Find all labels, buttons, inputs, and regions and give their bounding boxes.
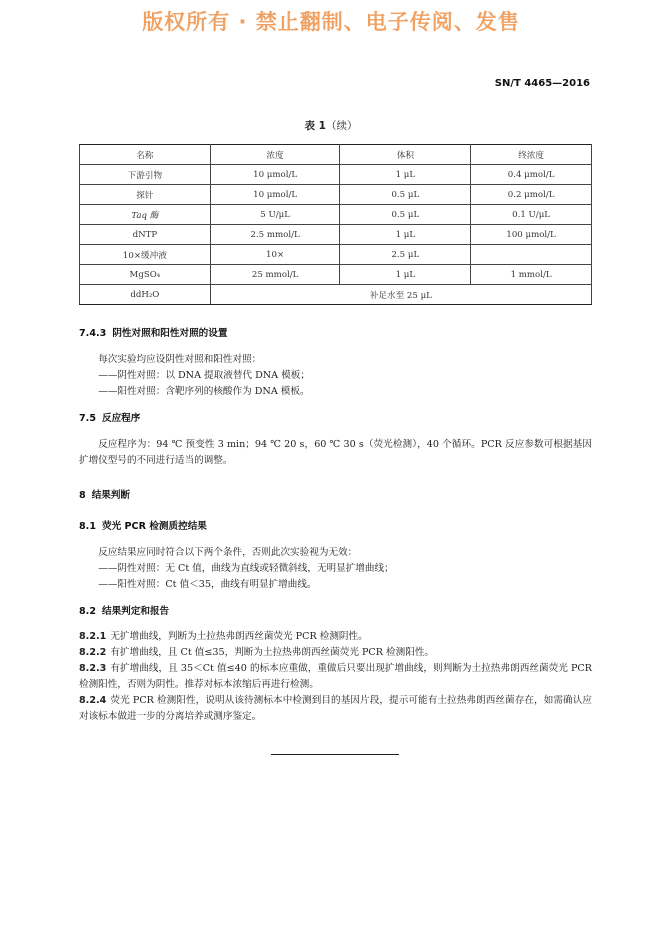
table-cell: 0.5 μL: [340, 185, 471, 205]
table-cell: 25 mmol/L: [210, 265, 340, 285]
table-cell: 2.5 mmol/L: [210, 225, 340, 245]
table-row: [80, 265, 592, 285]
table-title-label: 表 1: [304, 120, 326, 132]
table-row: [80, 225, 592, 245]
table-cell: 1 μL: [340, 225, 471, 245]
table-cell: MgSO₄: [80, 265, 211, 285]
table-cell: 0.2 μmol/L: [471, 185, 592, 205]
section-8: [79, 488, 592, 504]
section-8-2: [79, 604, 592, 620]
section-8-1-body: [79, 545, 592, 593]
clause-number: 8.2.3: [79, 663, 107, 674]
clause-text: 无扩增曲线，判断为土拉热弗朗西丝菌荧光 PCR 检测阴性。: [110, 631, 368, 642]
table-cell: 10×缓冲液: [80, 245, 211, 265]
table-title-suffix: （续）: [325, 120, 358, 132]
table-row: [80, 245, 592, 265]
table-cell: 0.1 U/μL: [471, 205, 592, 225]
section-7-5-body: [79, 437, 592, 469]
end-of-document-line: [271, 754, 399, 755]
paragraph: 反应程序为：94 ℃ 预变性 3 min；94 ℃ 20 s，60 ℃ 30 s（荧光检测），40 个循环。PCR 反应参数可根据基因扩增仪型号的不同进行适当的调整。: [79, 439, 592, 466]
table-cell: 探针: [80, 185, 211, 205]
table-cell: 10 μmol/L: [210, 165, 340, 185]
table-row: [80, 285, 592, 305]
table-row: [80, 205, 592, 225]
table-cell: ddH₂O: [80, 285, 211, 305]
clause-text: 有扩增曲线，且 35＜Ct 值≤40 的标本应重做，重做后只要出现扩增曲线，则判断为土拉热弗朗西丝菌荧光 PCR 检测阳性，否则为阴性。推荐对标本浓缩后再进行检测。: [79, 663, 592, 690]
column-header: 名称: [80, 145, 211, 165]
table-cell: [471, 245, 592, 265]
table-cell-merged: 补足水至 25 μL: [210, 285, 591, 305]
section-8-2-body: [79, 629, 592, 725]
table-title: [0, 118, 662, 133]
section-title: 荧光 PCR 检测质控结果: [102, 521, 207, 532]
column-header: 体积: [340, 145, 471, 165]
section-number: 8.2: [79, 606, 96, 617]
clause-text: 有扩增曲线，且 Ct 值≤35，判断为土拉热弗朗西丝菌荧光 PCR 检测阳性。: [110, 647, 435, 658]
clause: [79, 629, 592, 645]
section-7-5: [79, 411, 592, 427]
taq-name: Taq 酶: [131, 210, 159, 221]
section-number: 7.4.3: [79, 328, 107, 339]
section-title: 反应程序: [102, 413, 141, 424]
section-7-4-3-body: [79, 352, 592, 400]
table-cell: [80, 205, 211, 225]
table-header-row: [80, 145, 592, 165]
table-row: [80, 165, 592, 185]
section-title: 结果判定和报告: [102, 606, 170, 617]
table-cell: 0.5 μL: [340, 205, 471, 225]
section-number: 8: [79, 490, 86, 501]
table-row: [80, 185, 592, 205]
clause-number: 8.2.2: [79, 647, 107, 658]
section-heading: [79, 519, 592, 535]
table-cell: 1 μL: [340, 165, 471, 185]
clause: [79, 645, 592, 661]
table-cell: 2.5 μL: [340, 245, 471, 265]
table-cell: dNTP: [80, 225, 211, 245]
paragraph: 反应结果应同时符合以下两个条件，否则此次实验视为无效：: [98, 547, 358, 558]
table-cell: 1 μL: [340, 265, 471, 285]
clause-number: 8.2.4: [79, 695, 107, 706]
section-8-1: [79, 519, 592, 535]
table-cell: 下游引物: [80, 165, 211, 185]
table-cell: 0.4 μmol/L: [471, 165, 592, 185]
section-title: 阴性对照和阳性对照的设置: [112, 328, 228, 339]
section-heading: [79, 326, 592, 342]
copyright-watermark: 版权所有 · 禁止翻制、电子传阅、发售: [142, 10, 520, 34]
section-number: 7.5: [79, 413, 96, 424]
section-heading: [79, 604, 592, 620]
column-header: 终浓度: [471, 145, 592, 165]
section-heading: [79, 488, 592, 504]
section-number: 8.1: [79, 521, 96, 532]
list-item: ——阳性对照：Ct 值＜35，曲线有明显扩增曲线。: [98, 579, 317, 590]
clause-text: 荧光 PCR 检测阳性，说明从该待测标本中检测到目的基因片段，提示可能有土拉热弗朗西丝菌存在，如需确认应对该标本做进一步的分离培养或测序鉴定。: [79, 695, 592, 722]
column-header: 浓度: [210, 145, 340, 165]
table-cell: 5 U/μL: [210, 205, 340, 225]
table-cell: 100 μmol/L: [471, 225, 592, 245]
section-7-4-3: [79, 326, 592, 342]
list-item: ——阳性对照：含靶序列的核酸作为 DNA 模板。: [98, 386, 310, 397]
list-item: ——阴性对照：以 DNA 提取液替代 DNA 模板；: [98, 370, 310, 381]
section-heading: [79, 411, 592, 427]
clause: [79, 693, 592, 725]
paragraph: 每次实验均应设阴性对照和阳性对照：: [98, 354, 262, 365]
clause: [79, 661, 592, 693]
clause-number: 8.2.1: [79, 631, 107, 642]
list-item: ——阴性对照：无 Ct 值，曲线为直线或轻微斜线，无明显扩增曲线；: [98, 563, 394, 574]
reagent-table: [79, 144, 592, 305]
table-cell: 1 mmol/L: [471, 265, 592, 285]
table-cell: 10 μmol/L: [210, 185, 340, 205]
table-cell: 10×: [210, 245, 340, 265]
standard-code: SN/T 4465—2016: [494, 78, 590, 89]
section-title: 结果判断: [91, 490, 131, 501]
